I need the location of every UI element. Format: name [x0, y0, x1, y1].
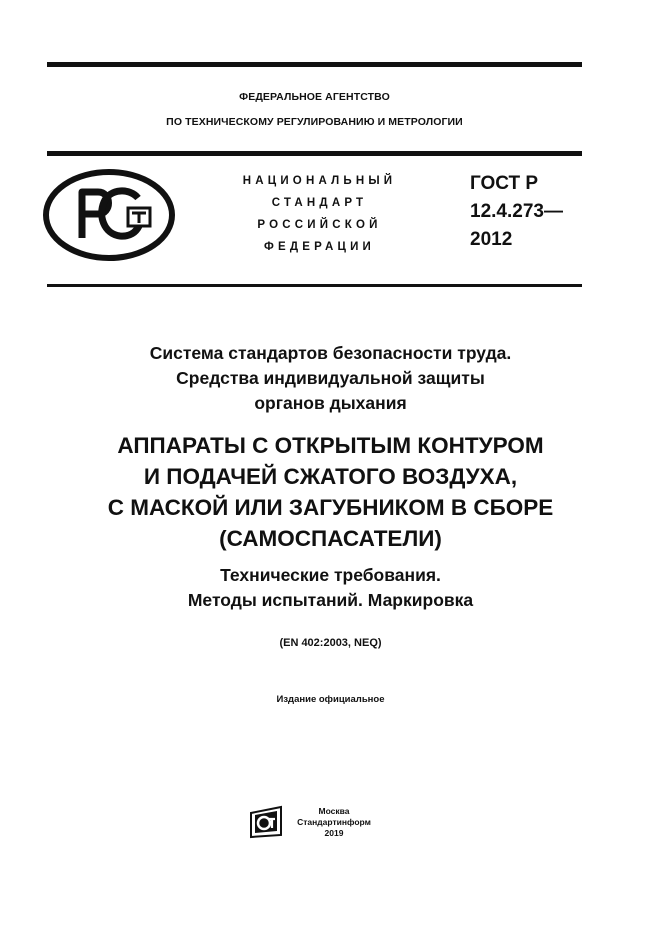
national-line: СТАНДАРТ	[271, 197, 368, 209]
main-title-line: С МАСКОЙ ИЛИ ЗАГУБНИКОМ В СБОРЕ	[107, 495, 554, 520]
gost-line: 2012	[470, 229, 513, 250]
publisher-city: Москва	[318, 806, 350, 816]
national-line: РОССИЙСКОЙ	[257, 219, 382, 231]
subtitle	[47, 563, 614, 613]
main-title-line: И ПОДАЧЕЙ СЖАТОГО ВОЗДУХА,	[143, 464, 518, 489]
rst-logo-icon	[42, 168, 176, 262]
system-title-line: Средства индивидуальной защиты	[176, 368, 485, 388]
gost-line: ГОСТ Р	[470, 173, 539, 194]
header-rule	[47, 151, 582, 156]
subtitle-line: Технические требования.	[220, 565, 441, 585]
subtitle-line: Методы испытаний. Маркировка	[187, 590, 474, 610]
publisher-info	[296, 806, 372, 839]
main-title-line: (САМОСПАСАТЕЛИ)	[219, 526, 442, 551]
agency-subtitle: ПО ТЕХНИЧЕСКОМУ РЕГУЛИРОВАНИЮ И МЕТРОЛОГИИ	[166, 116, 463, 128]
national-line: НАЦИОНАЛЬНЫЙ	[242, 175, 397, 187]
publisher-year: 2019	[324, 828, 344, 838]
publisher-name: Стандартинформ	[297, 817, 371, 827]
main-title	[47, 430, 614, 554]
standartinform-logo-icon	[247, 805, 287, 839]
en-reference: (EN 402:2003, NEQ)	[279, 637, 382, 649]
edition-label: Издание официальное	[276, 694, 385, 705]
system-title-line: органов дыхания	[254, 393, 407, 413]
top-rule	[47, 62, 582, 67]
header-bottom-rule	[47, 284, 582, 287]
system-title	[47, 341, 614, 416]
national-line: ФЕДЕРАЦИИ	[263, 241, 376, 253]
system-title-line: Система стандартов безопасности труда.	[149, 343, 512, 363]
agency-name: ФЕДЕРАЛЬНОЕ АГЕНТСТВО	[239, 91, 390, 103]
gost-number	[470, 170, 563, 254]
main-title-line: АППАРАТЫ С ОТКРЫТЫМ КОНТУРОМ	[117, 433, 544, 458]
gost-line: 12.4.273—	[470, 201, 563, 222]
national-standard-label	[212, 170, 427, 258]
